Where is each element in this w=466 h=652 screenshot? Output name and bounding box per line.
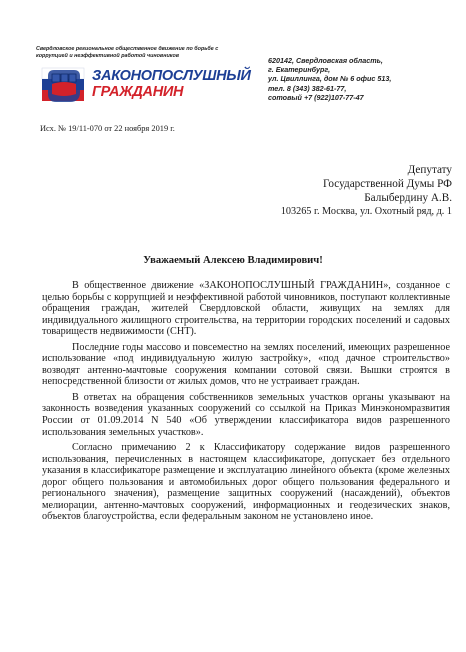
addressee-name: Балыбердину А.В.	[364, 192, 452, 204]
greeting: Уважаемый Алексею Владимирович!	[143, 255, 323, 266]
brand-name	[92, 68, 251, 100]
contact-line: ул. Цвиллинга, дом № 6 офис 513,	[268, 74, 392, 84]
addressee-address: 103265 г. Москва, ул. Охотный ряд, д. 1	[280, 206, 452, 217]
paragraph: Согласно примечанию 2 к Классификатору содержание видов разрешенного использования, перечисленных в настоящем классификаторе, допускает без отдельного указания в классификаторе размещение и эксплуатацию линейного объекта (кроме железных дорог общего пользования и автомобильных дорог общего пользования федерального и регионального значения), размещение защитных сооружений (насаждений), объектов мелиорации, антенно-мачтовых сооружений, информационных и геодезических знаков, объектов благоустройства, если федеральным законом не установлено иное.	[42, 442, 450, 523]
paragraph: Последние годы массово и повсеместно на землях поселений, имеющих разрешенное использование «под индивидуальную жилую застройку», «под дачное строительство» возводят антенно-мачтовые сооружения компании сотовой связи. Вышки строятся в непосредственной близости от жилых домов, что не устраивает граждан.	[42, 341, 450, 388]
contact-line: сотовый +7 (922)107-77-47	[268, 92, 364, 102]
outgoing-reference-number: Исх. № 19/11-070 от 22 ноября 2019 г.	[40, 124, 175, 133]
addressee-title: Депутату	[407, 164, 452, 176]
contact-line: г. Екатеринбург,	[268, 65, 331, 75]
paragraph: В ответах на обращения собственников земельных участков органы указывают на законность возведения указанных сооружений со ссылкой на Приказ Минэкономразвития России от 01.09.2014 N 540 «Об утверждении классификатора видов разрешенного использования земельных участков».	[42, 391, 450, 438]
org-description: Свердловское региональное общественное движение по борьбе с коррупцией и неэффективной работой чиновников	[36, 46, 219, 59]
letter-body	[42, 280, 450, 527]
brand-line-1: ЗАКОНОПОСЛУШНЫЙ	[92, 68, 251, 84]
addressee-body: Государственной Думы РФ	[322, 178, 452, 190]
paragraph: В общественное движение «ЗАКОНОПОСЛУШНЫЙ ГРАЖДАНИН», созданное с целью борьбы с коррупцией и неэффективной работой чиновников, поступают коллективные обращения граждан, жителей Свердловской области, живущих на землях для индивидуального жилищного строительства, на территории городских поселений и садовых товариществ недвижимости (СНТ).	[42, 280, 450, 338]
contact-line: 620142, Свердловская область,	[268, 56, 383, 65]
addressee-block	[281, 163, 452, 219]
brand-line-2: ГРАЖДАНИН	[92, 84, 184, 100]
fist-flag-logo-icon	[40, 62, 86, 108]
contact-block	[268, 56, 458, 102]
contact-line: тел. 8 (343) 382-61-77,	[268, 83, 347, 93]
